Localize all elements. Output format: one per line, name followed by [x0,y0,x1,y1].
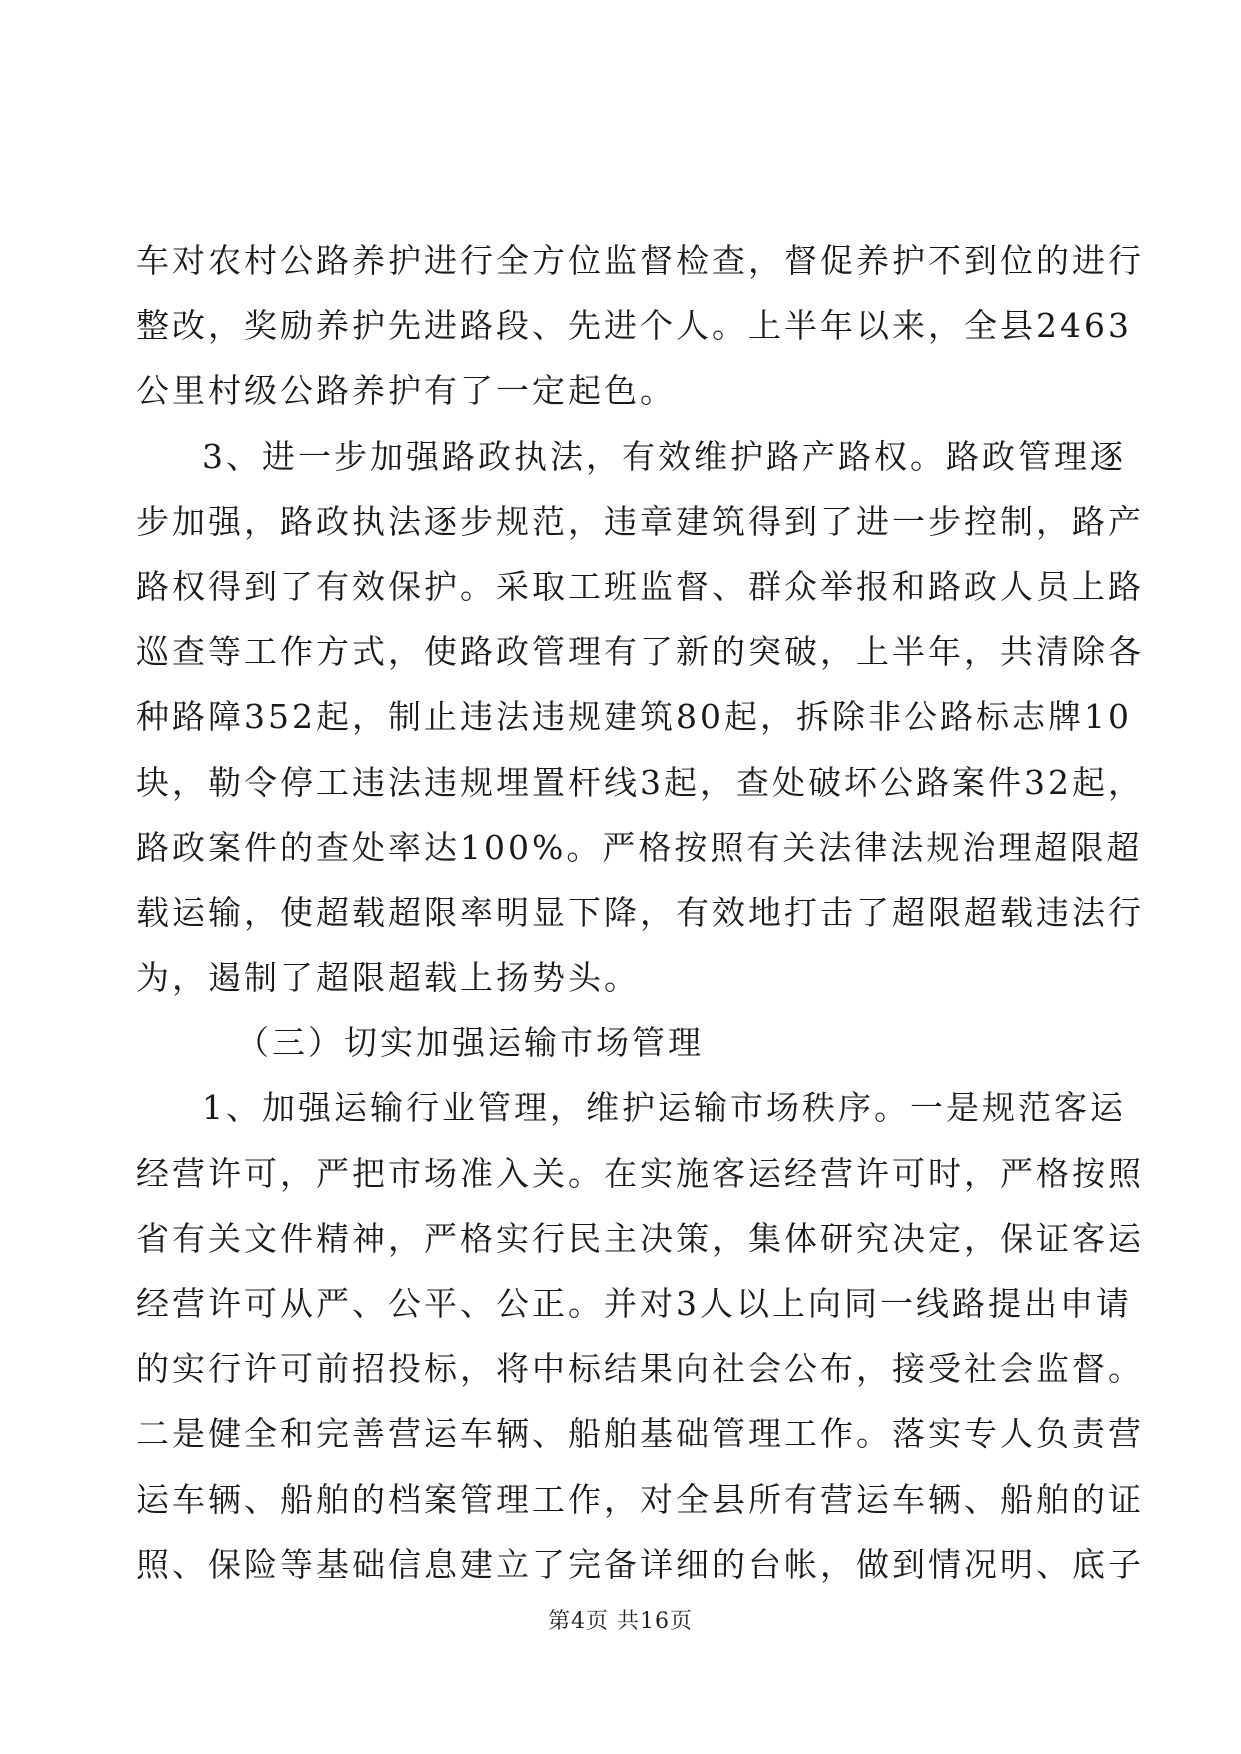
paragraph [136,1075,1144,1597]
text-line: 照、保险等基础信息建立了完备详细的台帐，做到情况明、底子 [136,1544,1144,1584]
text-line: 运车辆、船舶的档案管理工作，对全县所有营运车辆、船舶的证 [136,1479,1144,1519]
text-line: 省有关文件精神，严格实行民主决策，集体研究决定，保证客运 [136,1218,1144,1258]
document-body [136,228,1144,1597]
text-line: 经营许可从严、公平、公正。并对3人以上向同一线路提出申请 [136,1284,1132,1323]
text-line: 车对农村公路养护进行全方位监督检查，督促养护不到位的进行 [136,241,1144,280]
text-line: 为，遏制了超限超载上扬势头。 [136,958,640,998]
text-line: 路权得到了有效保护。采取工班监督、群众举报和路政人员上路 [136,566,1144,606]
text-line: 经营许可，严把市场准入关。在实施客运经营许可时，严格按照 [136,1153,1144,1193]
text-line: 步加强，路政执法逐步规范，违章建筑得到了进一步控制，路产 [136,501,1144,541]
text-line: 1、加强运输行业管理，维护运输市场秩序。一是规范客运 [202,1088,1126,1128]
section-heading [136,1010,1096,1075]
text-line: 整改，奖励养护先进路段、先进个人。上半年以来，全县2463 [136,306,1132,346]
text-line: 载运输，使超载超限率明显下降，有效地打击了超限超载违法行 [136,892,1144,932]
text-line: 种路障352起，制止违法违规建筑80起，拆除非公路标志牌10 [136,697,1132,737]
text-line: 二是健全和完善营运车辆、船舶基础管理工作。落实专人负责营 [136,1414,1144,1454]
text-line: 的实行许可前招投标，将中标结果向社会公布，接受社会监督。 [136,1349,1144,1389]
paragraph [136,228,1144,424]
text-line: 巡查等工作方式，使路政管理有了新的突破，上半年，共清除各 [136,632,1144,672]
text-line: 块，勒令停工违法违规埋置杆线3起，查处破坏公路案件32起， [136,762,1144,802]
page-number-footer: 第4页 共16页 [548,1609,693,1634]
text-line: 公里村级公路养护有了一定起色。 [136,371,676,411]
text-line: 路政案件的查处率达100%。严格按照有关法律法规治理超限超 [136,827,1143,867]
text-line: 3、进一步加强路政执法，有效维护路产路权。路政管理逐 [202,436,1126,476]
text-line: （三）切实加强运输市场管理 [236,1023,704,1063]
paragraph [136,424,1144,1011]
